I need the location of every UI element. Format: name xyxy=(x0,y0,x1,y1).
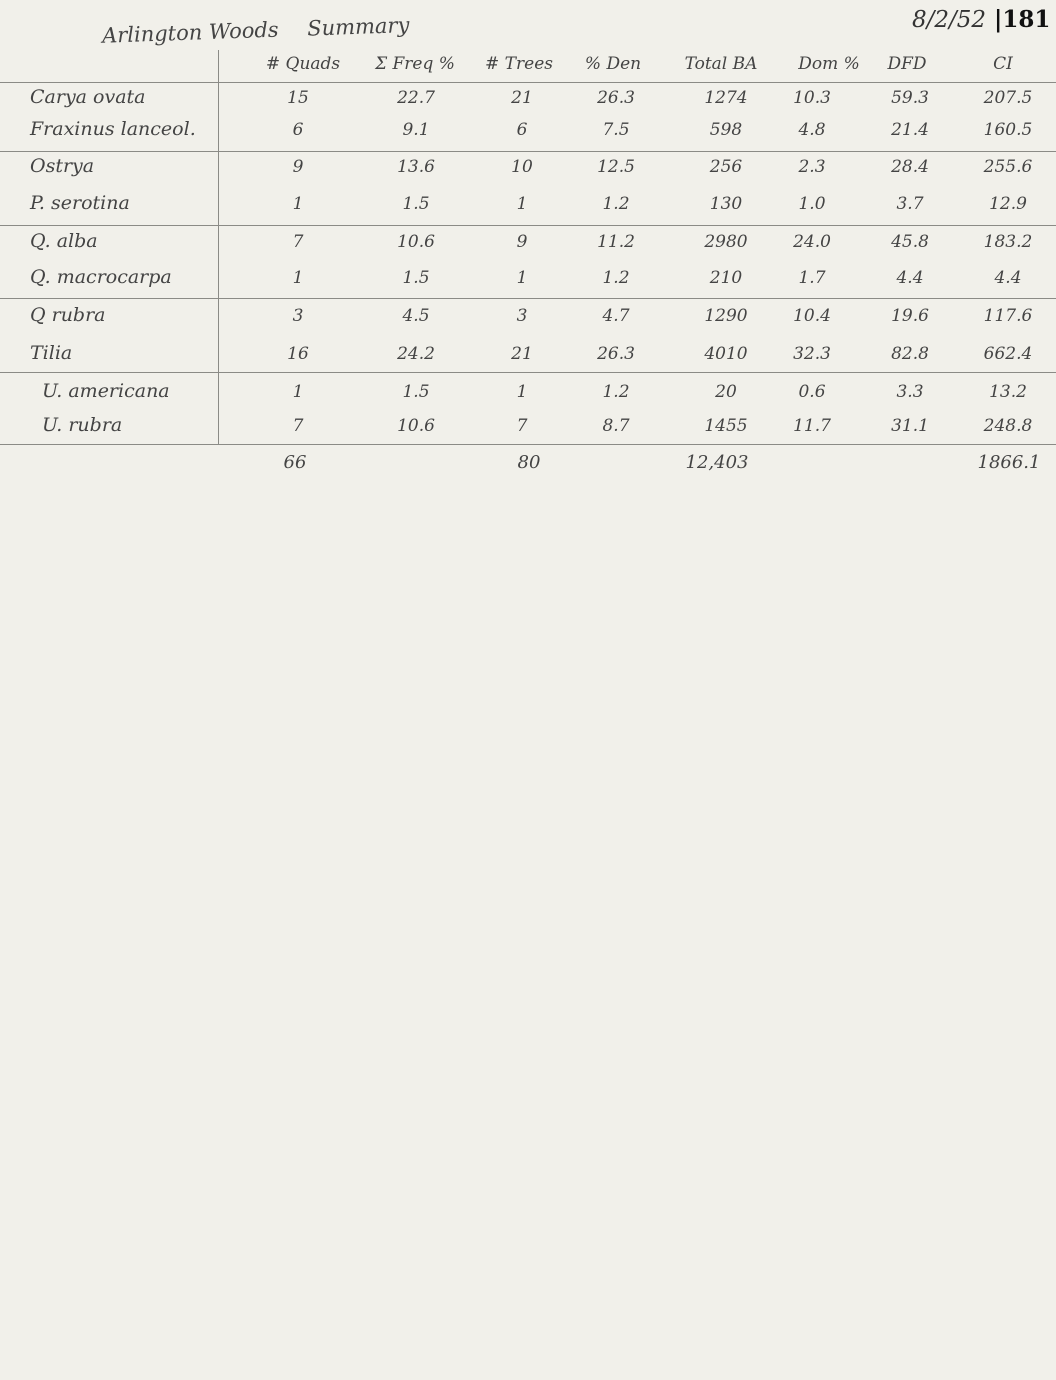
table-cell: 6 xyxy=(292,120,304,140)
table-cell: 117.6 xyxy=(983,306,1033,326)
table-cell: 28.4 xyxy=(891,157,929,177)
table-cell: 598 xyxy=(709,120,743,140)
table-cell: 12.9 xyxy=(989,194,1027,214)
species-name: Q rubra xyxy=(30,304,106,326)
table-cell: 1290 xyxy=(704,306,748,326)
header-density: % Den xyxy=(584,54,642,74)
header-dominance: Dom % xyxy=(798,54,860,74)
total-ci: 1866.1 xyxy=(977,452,1041,473)
species-name: Tilia xyxy=(30,342,73,364)
table-cell: 1274 xyxy=(704,88,748,108)
table-cell: 32.3 xyxy=(793,344,831,364)
sheet-date: 8/2/52 |181 xyxy=(912,6,1051,33)
table-cell: 1.5 xyxy=(402,194,430,214)
table-cell: 2.3 xyxy=(798,157,826,177)
table-cell: 1 xyxy=(516,382,528,402)
table-cell: 130 xyxy=(709,194,743,214)
table-cell: 1.5 xyxy=(402,268,430,288)
table-cell: 4.8 xyxy=(798,120,826,140)
table-cell: 1 xyxy=(516,268,528,288)
table-cell: 1 xyxy=(292,382,304,402)
table-cell: 22.7 xyxy=(397,88,435,108)
table-cell: 7 xyxy=(292,416,304,436)
species-name: Q. alba xyxy=(30,230,98,252)
table-cell: 26.3 xyxy=(597,344,635,364)
header-ci: CI xyxy=(993,54,1013,74)
sheet-number: 181 xyxy=(1002,6,1051,33)
group-rule-4 xyxy=(0,372,1056,373)
table-cell: 160.5 xyxy=(983,120,1033,140)
species-name: Ostrya xyxy=(30,155,95,177)
table-cell: 11.2 xyxy=(597,232,635,252)
header-dfd: DFD xyxy=(887,54,927,74)
table-cell: 207.5 xyxy=(983,88,1033,108)
table-cell: 21 xyxy=(511,88,533,108)
title-label: Summary xyxy=(306,13,410,41)
table-cell: 26.3 xyxy=(597,88,635,108)
table-cell: 9.1 xyxy=(402,120,430,140)
species-name: Fraxinus lanceol. xyxy=(30,118,196,140)
table-cell: 4.5 xyxy=(402,306,430,326)
table-cell: 4.4 xyxy=(994,268,1022,288)
table-cell: 1.0 xyxy=(798,194,826,214)
header-quads: # Quads xyxy=(265,54,341,74)
table-cell: 1 xyxy=(292,268,304,288)
table-cell: 6 xyxy=(516,120,528,140)
header-rule xyxy=(0,82,1056,83)
table-cell: 59.3 xyxy=(891,88,929,108)
group-rule-2 xyxy=(0,225,1056,226)
table-cell: 82.8 xyxy=(891,344,929,364)
table-cell: 21 xyxy=(511,344,533,364)
table-cell: 31.1 xyxy=(891,416,929,436)
table-cell: 1 xyxy=(516,194,528,214)
table-cell: 15 xyxy=(287,88,309,108)
table-cell: 21.4 xyxy=(891,120,929,140)
date-written: 8/2/52 xyxy=(912,7,987,33)
total-quads: 66 xyxy=(283,452,307,473)
table-cell: 3.7 xyxy=(896,194,924,214)
table-cell: 20 xyxy=(715,382,737,402)
table-cell: 1 xyxy=(292,194,304,214)
group-rule-3 xyxy=(0,298,1056,299)
table-cell: 248.8 xyxy=(983,416,1033,436)
table-cell: 24.2 xyxy=(397,344,435,364)
table-cell: 19.6 xyxy=(891,306,929,326)
table-cell: 10 xyxy=(511,157,533,177)
table-cell: 1.2 xyxy=(602,268,630,288)
table-cell: 13.2 xyxy=(989,382,1027,402)
species-name: U. rubra xyxy=(42,414,123,436)
title-place: Arlington Woods xyxy=(101,17,279,48)
header-freq: Σ Freq % xyxy=(375,54,455,74)
table-cell: 10.4 xyxy=(793,306,831,326)
table-cell: 1455 xyxy=(704,416,748,436)
table-cell: 45.8 xyxy=(891,232,929,252)
table-cell: 9 xyxy=(292,157,304,177)
header-trees: # Trees xyxy=(485,54,553,74)
table-cell: 16 xyxy=(287,344,309,364)
group-rule-1 xyxy=(0,151,1056,152)
table-cell: 256 xyxy=(709,157,743,177)
table-cell: 24.0 xyxy=(793,232,831,252)
table-cell: 11.7 xyxy=(793,416,831,436)
table-cell: 0.6 xyxy=(798,382,826,402)
species-name: Q. macrocarpa xyxy=(30,266,172,288)
table-cell: 255.6 xyxy=(983,157,1033,177)
table-cell: 1.2 xyxy=(602,194,630,214)
table-cell: 10.6 xyxy=(397,416,435,436)
table-cell: 9 xyxy=(516,232,528,252)
table-cell: 10.6 xyxy=(397,232,435,252)
table-cell: 13.6 xyxy=(397,157,435,177)
table-cell: 4010 xyxy=(704,344,748,364)
total-trees: 80 xyxy=(517,452,541,473)
species-column-divider xyxy=(218,50,219,444)
table-cell: 7 xyxy=(516,416,528,436)
total-basal-area: 12,403 xyxy=(685,452,749,473)
table-cell: 7 xyxy=(292,232,304,252)
table-cell: 1.5 xyxy=(402,382,430,402)
table-cell: 3 xyxy=(516,306,528,326)
table-cell: 3 xyxy=(292,306,304,326)
table-cell: 7.5 xyxy=(602,120,630,140)
table-cell: 10.3 xyxy=(793,88,831,108)
totals-rule xyxy=(0,444,1056,445)
species-name: P. serotina xyxy=(30,192,130,214)
table-cell: 1.2 xyxy=(602,382,630,402)
header-total-ba: Total BA xyxy=(684,54,758,74)
table-cell: 4.4 xyxy=(896,268,924,288)
table-cell: 3.3 xyxy=(896,382,924,402)
species-name: U. americana xyxy=(42,380,170,402)
table-cell: 1.7 xyxy=(798,268,826,288)
sheet-title xyxy=(102,12,432,47)
table-cell: 8.7 xyxy=(602,416,630,436)
species-name: Carya ovata xyxy=(30,86,146,108)
table-cell: 210 xyxy=(709,268,743,288)
table-cell: 4.7 xyxy=(602,306,630,326)
table-cell: 12.5 xyxy=(597,157,635,177)
table-cell: 662.4 xyxy=(983,344,1033,364)
table-cell: 183.2 xyxy=(983,232,1033,252)
table-cell: 2980 xyxy=(704,232,748,252)
